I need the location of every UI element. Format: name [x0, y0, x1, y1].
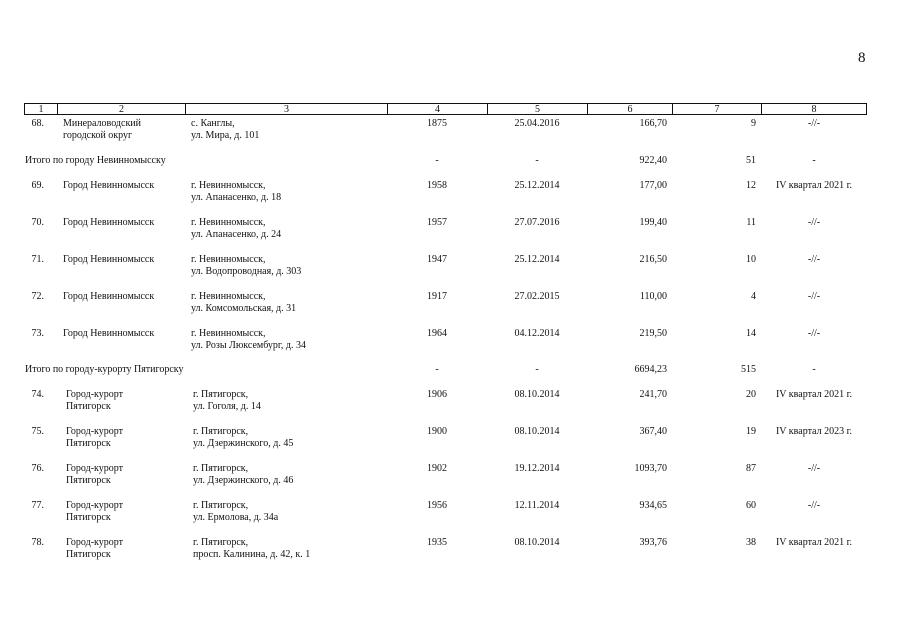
address: ул. Гоголя, д. 14 [193, 401, 261, 412]
district: Пятигорск [66, 475, 111, 486]
total-date: - [535, 364, 539, 375]
date: 08.10.2014 [514, 537, 560, 548]
district: Город-курорт [66, 463, 123, 474]
address: г. Пятигорск, [193, 500, 249, 511]
header-col-6: 6 [587, 103, 672, 115]
date: 04.12.2014 [514, 328, 560, 339]
residents-count: 20 [746, 389, 756, 400]
total-count: 51 [746, 155, 756, 166]
address: г. Пятигорск, [193, 389, 249, 400]
district: Пятигорск [66, 512, 111, 523]
header-col-1: 1 [24, 103, 57, 115]
address: просп. Калинина, д. 42, к. 1 [193, 549, 311, 560]
date: 08.10.2014 [514, 389, 560, 400]
row-number: 70. [31, 217, 44, 228]
district: Город Невинномысск [63, 328, 155, 339]
area: 393,76 [639, 537, 667, 548]
total-deadline: - [812, 364, 816, 375]
year-built: 1900 [427, 426, 447, 437]
area: 219,50 [639, 328, 667, 339]
header-col-5: 5 [487, 103, 587, 115]
total-date: - [535, 155, 539, 166]
row-number: 72. [31, 291, 44, 302]
address: г. Невинномысск, [191, 328, 266, 339]
district: Город Невинномысск [63, 180, 155, 191]
date: 25.12.2014 [514, 254, 560, 265]
address: г. Пятигорск, [193, 463, 249, 474]
page-number: 8 [858, 50, 866, 66]
district: Пятигорск [66, 401, 111, 412]
area: 177,00 [639, 180, 667, 191]
residents-count: 4 [751, 291, 756, 302]
deadline: -//- [807, 217, 821, 228]
deadline: -//- [807, 328, 821, 339]
area: 199,40 [639, 217, 667, 228]
district: Город-курорт [66, 426, 123, 437]
row-number: 77. [31, 500, 44, 511]
residents-count: 19 [746, 426, 756, 437]
year-built: 1957 [427, 217, 447, 228]
deadline: IV квартал 2021 г. [775, 537, 853, 548]
address: с. Канглы, [191, 118, 235, 129]
deadline: IV квартал 2021 г. [775, 180, 853, 191]
header-col-2: 2 [57, 103, 185, 115]
address: ул. Дзержинского, д. 45 [193, 438, 294, 449]
year-built: 1958 [427, 180, 447, 191]
address: г. Невинномысск, [191, 217, 266, 228]
year-built: 1956 [427, 500, 447, 511]
area: 166,70 [639, 118, 667, 129]
district: Город Невинномысск [63, 291, 155, 302]
district: Город Невинномысск [63, 254, 155, 265]
row-number: 68. [31, 118, 44, 129]
area: 934,65 [639, 500, 667, 511]
year-built: 1947 [427, 254, 447, 265]
year-built: 1875 [427, 118, 447, 129]
deadline: -//- [807, 118, 821, 129]
header-col-7: 7 [672, 103, 761, 115]
date: 12.11.2014 [514, 500, 560, 511]
year-built: 1906 [427, 389, 447, 400]
address: ул. Комсомольская, д. 31 [191, 303, 297, 314]
area: 367,40 [639, 426, 667, 437]
address: ул. Ермолова, д. 34а [193, 512, 279, 523]
deadline: -//- [807, 291, 821, 302]
year-built: 1902 [427, 463, 447, 474]
header-col-3: 3 [185, 103, 387, 115]
deadline: IV квартал 2023 г. [775, 426, 853, 437]
row-number: 74. [31, 389, 44, 400]
area: 241,70 [639, 389, 667, 400]
deadline: -//- [807, 500, 821, 511]
deadline: -//- [807, 254, 821, 265]
total-area: 922,40 [639, 155, 667, 166]
total-count: 515 [741, 364, 756, 375]
residents-count: 38 [746, 537, 756, 548]
address: ул. Водопроводная, д. 303 [191, 266, 302, 277]
district: Город-курорт [66, 537, 123, 548]
year-built: 1935 [427, 537, 447, 548]
district: Город Невинномысск [63, 217, 155, 228]
row-number: 75. [31, 426, 44, 437]
row-number: 69. [31, 180, 44, 191]
district: Город-курорт [66, 389, 123, 400]
residents-count: 14 [746, 328, 756, 339]
year-built: 1917 [427, 291, 447, 302]
address: ул. Мира, д. 101 [191, 130, 260, 141]
district: Город-курорт [66, 500, 123, 511]
address: ул. Апанасенко, д. 24 [191, 229, 282, 240]
address: г. Пятигорск, [193, 426, 249, 437]
total-year: - [435, 364, 439, 375]
row-number: 71. [31, 254, 44, 265]
address: г. Невинномысск, [191, 291, 266, 302]
address: ул. Розы Люксембург, д. 34 [191, 340, 306, 351]
address: ул. Дзержинского, д. 46 [193, 475, 294, 486]
total-deadline: - [812, 155, 816, 166]
total-year: - [435, 155, 439, 166]
area: 110,00 [639, 291, 667, 302]
address: г. Невинномысск, [191, 254, 266, 265]
total-area: 6694,23 [634, 364, 667, 375]
date: 27.02.2015 [514, 291, 560, 302]
date: 25.04.2016 [514, 118, 560, 129]
residents-count: 12 [746, 180, 756, 191]
address: г. Невинномысск, [191, 180, 266, 191]
row-number: 76. [31, 463, 44, 474]
header-col-8: 8 [761, 103, 867, 115]
date: 25.12.2014 [514, 180, 560, 191]
date: 27.07.2016 [514, 217, 560, 228]
date: 08.10.2014 [514, 426, 560, 437]
residents-count: 10 [746, 254, 756, 265]
residents-count: 11 [746, 217, 756, 228]
row-number: 73. [31, 328, 44, 339]
district: Пятигорск [66, 549, 111, 560]
date: 19.12.2014 [514, 463, 560, 474]
district: городской округ [63, 130, 133, 141]
area: 216,50 [639, 254, 667, 265]
year-built: 1964 [427, 328, 447, 339]
header-col-4: 4 [387, 103, 487, 115]
total-label: Итого по городу-курорту Пятигорску [25, 364, 184, 375]
residents-count: 60 [746, 500, 756, 511]
area: 1093,70 [634, 463, 667, 474]
deadline: -//- [807, 463, 821, 474]
total-label: Итого по городу Невинномысску [25, 155, 166, 166]
address: ул. Апанасенко, д. 18 [191, 192, 282, 203]
row-number: 78. [31, 537, 44, 548]
residents-count: 87 [746, 463, 756, 474]
address: г. Пятигорск, [193, 537, 249, 548]
district: Минераловодский [63, 118, 142, 129]
deadline: IV квартал 2021 г. [775, 389, 853, 400]
residents-count: 9 [751, 118, 756, 129]
district: Пятигорск [66, 438, 111, 449]
